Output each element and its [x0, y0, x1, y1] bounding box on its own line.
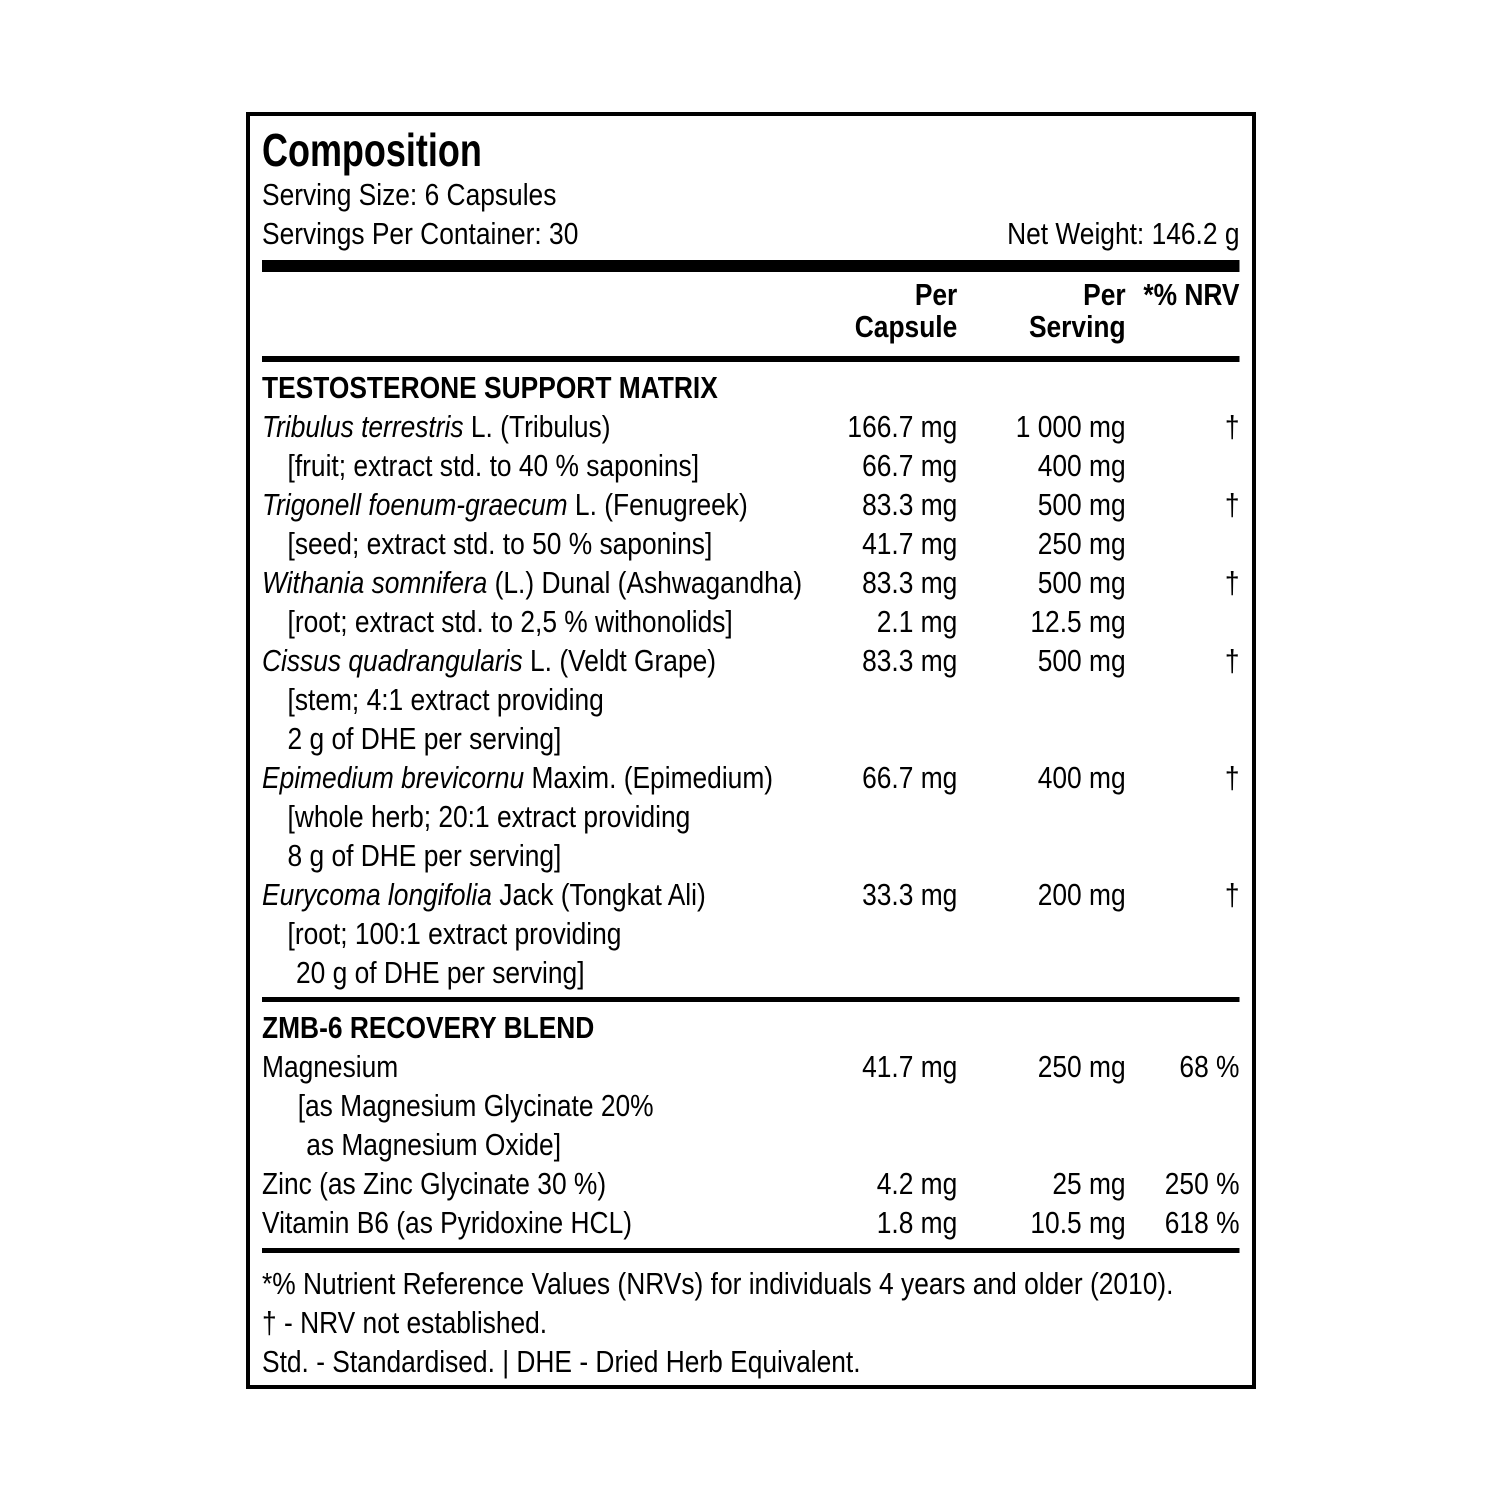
per-capsule-value: 41.7 mg: [862, 526, 958, 561]
ingredient-name: [262, 448, 699, 483]
nrv-value: †: [1224, 877, 1240, 912]
ingredient-name: [262, 760, 773, 795]
ingredient-row: [262, 953, 1240, 992]
servings-per-container: Servings Per Container: 30: [262, 216, 579, 251]
ingredient-label: 2 g of DHE per serving]: [287, 721, 562, 756]
header-per-serving: Per Serving: [1028, 276, 1126, 344]
per-capsule-value: 66.7 mg: [862, 448, 958, 483]
per-capsule-value: 41.7 mg: [862, 1049, 958, 1084]
nrv-value: †: [1224, 487, 1240, 522]
ingredient-name: [262, 565, 802, 600]
divider: [262, 997, 1240, 1002]
nrv-value: †: [1224, 643, 1240, 678]
ingredient-row: [262, 758, 1240, 797]
per-capsule-value: 66.7 mg: [862, 760, 958, 795]
section-title: TESTOSTERONE SUPPORT MATRIX: [262, 370, 718, 405]
ingredient-label: L. (Fenugreek): [567, 487, 748, 522]
per-serving-value: 250 mg: [1037, 526, 1126, 561]
ingredient-name: [262, 1166, 606, 1201]
per-capsule-value: 2.1 mg: [876, 604, 958, 639]
per-capsule-value: 166.7 mg: [847, 409, 958, 444]
ingredient-name: [262, 955, 585, 990]
per-serving-value: 400 mg: [1037, 448, 1126, 483]
ingredient-label: [root; extract std. to 2,5 % withonolids]: [287, 604, 733, 639]
per-capsule-value: 1.8 mg: [876, 1205, 958, 1240]
botanical-name: Tribulus terrestris: [262, 409, 464, 444]
ingredient-name: [262, 682, 604, 717]
divider: [262, 356, 1240, 362]
ingredient-row: [262, 875, 1240, 914]
ingredient-name: [262, 409, 610, 444]
footnotes: [262, 1264, 1240, 1381]
ingredient-name: [262, 1127, 561, 1162]
ingredient-label: [root; 100:1 extract providing: [287, 916, 622, 951]
per-serving-value: 400 mg: [1037, 760, 1126, 795]
ingredient-label: [whole herb; 20:1 extract providing: [287, 799, 691, 834]
per-serving-value: 12.5 mg: [1030, 604, 1126, 639]
ingredient-name: [262, 1049, 398, 1084]
servings-line: [262, 214, 1240, 253]
per-capsule-value: 83.3 mg: [862, 487, 958, 522]
nrv-value: 618 %: [1164, 1205, 1240, 1240]
per-serving-value: 500 mg: [1037, 565, 1126, 600]
ingredient-row: [262, 836, 1240, 875]
composition-content: [262, 125, 1240, 1381]
ingredient-label: (L.) Dunal (Ashwagandha): [487, 565, 803, 600]
nrv-value: †: [1224, 409, 1240, 444]
title: Composition: [262, 124, 482, 176]
ingredient-name: [262, 604, 733, 639]
ingredient-label: [stem; 4:1 extract providing: [287, 682, 604, 717]
ingredient-row: [262, 641, 1240, 680]
ingredient-name: [262, 799, 690, 834]
ingredient-row: [262, 680, 1240, 719]
ingredient-row: [262, 407, 1240, 446]
ingredient-name: [262, 1088, 654, 1123]
ingredient-label: [as Magnesium Glycinate 20%: [297, 1088, 654, 1123]
header-nrv: *% NRV: [1143, 276, 1240, 312]
section-title: ZMB-6 RECOVERY BLEND: [262, 1010, 595, 1045]
nrv-value: †: [1224, 565, 1240, 600]
ingredient-row: [262, 602, 1240, 641]
column-headers: [262, 276, 1240, 344]
nrv-value: 68 %: [1179, 1049, 1240, 1084]
footnote: † - NRV not established.: [262, 1305, 548, 1340]
ingredient-label: L. (Tribulus): [463, 409, 611, 444]
net-weight: Net Weight: 146.2 g: [1007, 216, 1240, 251]
per-serving-value: 25 mg: [1052, 1166, 1126, 1201]
per-serving-value: 1 000 mg: [1015, 409, 1126, 444]
ingredient-name: [262, 916, 621, 951]
botanical-name: Eurycoma longifolia: [262, 877, 492, 912]
botanical-name: Trigonell foenum-graecum: [262, 487, 568, 522]
ingredient-name: [262, 526, 712, 561]
ingredient-row: [262, 1086, 1240, 1125]
ingredient-label: [fruit; extract std. to 40 % saponins]: [287, 448, 700, 483]
ingredient-row: [262, 719, 1240, 758]
per-serving-value: 500 mg: [1037, 487, 1126, 522]
ingredient-name: [262, 838, 561, 873]
ingredient-row: [262, 563, 1240, 602]
ingredient-label: Vitamin B6 (as Pyridoxine HCL): [262, 1205, 633, 1240]
per-serving-value: 200 mg: [1037, 877, 1126, 912]
ingredient-label: Maxim. (Epimedium): [524, 760, 774, 795]
ingredient-label: as Magnesium Oxide]: [306, 1127, 562, 1162]
botanical-name: Cissus quadrangularis: [262, 643, 523, 678]
section-testosterone-matrix: [262, 368, 1240, 992]
ingredient-row: [262, 446, 1240, 485]
botanical-name: Epimedium brevicornu: [262, 760, 525, 795]
per-capsule-value: 33.3 mg: [862, 877, 958, 912]
ingredient-label: 20 g of DHE per serving]: [296, 955, 585, 990]
ingredient-row: [262, 1164, 1240, 1203]
ingredient-name: [262, 643, 716, 678]
serving-size: Serving Size: 6 Capsules: [262, 177, 557, 212]
ingredient-row: [262, 1047, 1240, 1086]
footnote: Std. - Standardised. | DHE - Dried Herb Equivalent.: [262, 1344, 861, 1379]
per-serving-value: 500 mg: [1037, 643, 1126, 678]
ingredient-row: [262, 914, 1240, 953]
ingredient-name: [262, 487, 748, 522]
nrv-value: 250 %: [1164, 1166, 1240, 1201]
ingredient-row: [262, 1203, 1240, 1242]
ingredient-row: [262, 524, 1240, 563]
per-capsule-value: 4.2 mg: [876, 1166, 958, 1201]
ingredient-label: Magnesium: [262, 1049, 399, 1084]
per-capsule-value: 83.3 mg: [862, 565, 958, 600]
ingredient-row: [262, 797, 1240, 836]
ingredient-name: [262, 721, 561, 756]
header-per-capsule: Per Capsule: [854, 276, 958, 344]
divider: [262, 1248, 1240, 1253]
per-capsule-value: 83.3 mg: [862, 643, 958, 678]
divider-thick: [262, 260, 1240, 272]
botanical-name: Withania somnifera: [262, 565, 488, 600]
ingredient-name: [262, 1205, 632, 1240]
per-serving-value: 10.5 mg: [1030, 1205, 1126, 1240]
section-zmb6-blend: [262, 1008, 1240, 1242]
footnote: *% Nutrient Reference Values (NRVs) for individuals 4 years and older (2010).: [262, 1266, 1174, 1301]
ingredient-label: L. (Veldt Grape): [522, 643, 717, 678]
ingredient-name: [262, 877, 706, 912]
ingredient-label: Jack (Tongkat Ali): [491, 877, 706, 912]
ingredient-label: 8 g of DHE per serving]: [287, 838, 562, 873]
ingredient-row: [262, 485, 1240, 524]
per-serving-value: 250 mg: [1037, 1049, 1126, 1084]
ingredient-row: [262, 1125, 1240, 1164]
nrv-value: †: [1224, 760, 1240, 795]
ingredient-label: [seed; extract std. to 50 % saponins]: [287, 526, 713, 561]
ingredient-label: Zinc (as Zinc Glycinate 30 %): [262, 1166, 607, 1201]
